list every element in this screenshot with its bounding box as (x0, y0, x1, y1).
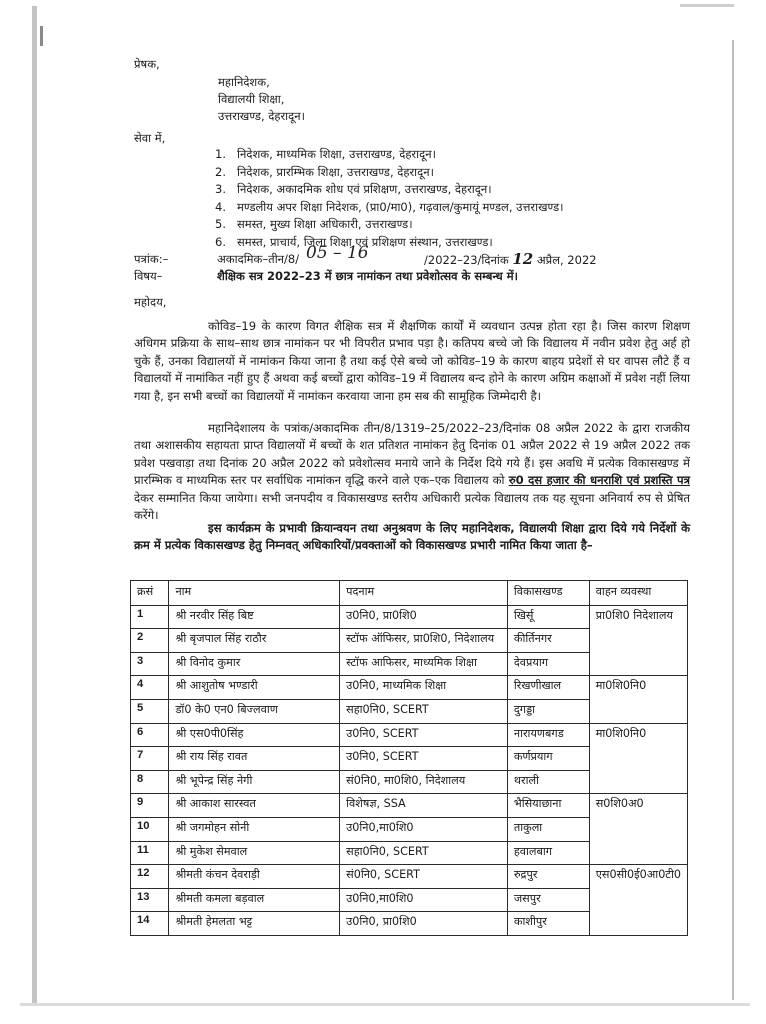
table-row: 6 श्री एस0पी0सिंह उ0नि0, SCERT नारायणबगड मा0शि0नि0 (131, 723, 688, 747)
table-row: 8 श्री भूपेन्द्र सिंह नेगी सं0नि0, मा0शि0, निदेशालय थराली (131, 770, 688, 794)
table-row: 5 डॉ0 के0 एन0 बिज्लवाण सहा0नि0, SCERT दुगड्डा (131, 699, 688, 723)
recipient-item: 3. निदेशक, अकादमिक शोध एवं प्रशिक्षण, उत्तराखण्ड, देहरादून। (215, 182, 492, 197)
vehicle-cell: एस0सी0ई0आ0टी0 (589, 865, 687, 936)
table-row: 14 श्रीमती हेमलता भट्ट उ0नि0, प्रा0शि0 काशीपुर (131, 912, 688, 936)
sender-address (218, 74, 305, 125)
reference-date: /2022–23/दिनांक 12 अप्रैल, 2022 (424, 250, 597, 268)
recipient-label: सेवा में, (134, 131, 166, 145)
table-row: 2 श्री बृजपाल सिंह राठौर स्टॉफ ऑफिसर, प्रा0शि0, निदेशालय कीर्तिनगर (131, 629, 688, 653)
table-row: 11 श्री मुकेश सेमवाल सहा0नि0, SCERT हवालबाग (131, 841, 688, 865)
sender-label: प्रेषक, (134, 57, 160, 71)
handwritten-reference-number: 05 – 16 (306, 243, 369, 263)
table-row: 10 श्री जगमोहन सोनी उ0नि0,मा0शि0 ताकुला (131, 817, 688, 841)
table-row: 1 श्री नरवीर सिंह बिष्ट उ0नि0, प्रा0शि0 खिर्सू प्रा0शि0 निदेशालय (131, 605, 688, 629)
table-row: 4 श्री आशुतोष भण्डारी उ0नि0, माध्यमिक शिक्षा रिखणीखाल मा0शि0नि0 (131, 676, 688, 700)
header-sno: क्रसं (131, 581, 169, 606)
header-block: विकासखण्ड (507, 581, 589, 606)
header-name: नाम (169, 581, 340, 606)
table-row: 9 श्री आकाश सारस्वत विशेषज्ञ, SSA भैसियाछाना स0शि0अ0 (131, 794, 688, 818)
recipient-item: 2. निदेशक, प्रारम्भिक शिक्षा, उत्तराखण्ड, देहरादून। (215, 164, 434, 179)
paragraph-nomination: इस कार्यक्रम के प्रभावी क्रियान्वयन तथा अनुश्रवण के लिए महानिदेशक, विद्यालयी शिक्षा द्वारा दिये गये निर्देशों के क्रम में प्रत्येक विकासखण्ड हेतु निम्नवत् अधिकारियों/प्रवक्ताओं को विकासखण्ड प्रभारी नामित किया जाता है– (134, 521, 690, 553)
paragraph-enrollment-fortnight: महानिदेशालय के पत्रांक/अकादमिक तीन/8/1319–25/2022–23/दिनांक 08 अप्रैल 2022 के द्वारा राजकीय तथा अशासकीय सहायता प्राप्त विद्यालयों में बच्चों के शत प्रतिशत नामांकन हेतु दिनांक 01 अप्रैल 2022 से 19 अप्रैल 2022 तक प्रवेश पखवाड़ा तथा दिनांक 20 अप्रैल 2022 को प्रवेशोत्सव मनाये जाने के निर्देश दिये गये हैं। इस अवधि में प्रत्येक विकासखण्ड में प्रारम्भिक व माध्यमिक स्तर पर सर्वाधिक नामांकन वृद्धि करने वाले एक–एक विद्यालय को रु0 दस हजार की धनराशि एवं प्रशस्ति पत्र देकर सम्मानित किया जायेगा। सभी जनपदीय व विकासखण्ड स्तरीय अधिकारी प्रत्येक विद्यालय तक यह सूचना अनिवार्य रुप से प्रेषित करेंगे। (134, 421, 690, 523)
reference-prefix: अकादमिक–तीन/8/ (217, 252, 300, 266)
sender-line: विद्यालयी शिक्षा, (218, 92, 285, 106)
reference-label: पत्रांक:– (134, 252, 169, 266)
subject-label: विषय– (134, 269, 163, 283)
salutation: महोदय, (134, 295, 167, 309)
subject-text: शैक्षिक सत्र 2022–23 में छात्र नामांकन तथा प्रवेशोत्सव के सम्बन्ध में। (217, 269, 518, 283)
award-text: रु0 दस हजार की धनराशि एवं प्रशस्ति पत्र (508, 473, 690, 488)
table-row: 3 श्री विनोद कुमार स्टॉफ आफिसर, माध्यमिक शिक्षा देवप्रयाग (131, 652, 688, 676)
recipient-item: 4. मण्डलीय अपर शिक्षा निदेशक, (प्रा0/मा0), गढ़वाल/कुमायूं मण्डल, उत्तराखण्ड। (215, 199, 564, 214)
vehicle-cell: मा0शि0नि0 (589, 723, 687, 794)
table-row: 7 श्री राय सिंह रावत उ0नि0, SCERT कर्णप्रयाग (131, 747, 688, 771)
recipient-item: 1. निदेशक, माध्यमिक शिक्षा, उत्तराखण्ड, देहरादून। (215, 147, 436, 161)
recipient-item: 6. समस्त, प्राचार्य, जिला शिक्षा एवं प्रशिक्षण संस्थान, उत्तराखण्ड। (215, 234, 493, 249)
table-row: 12 श्रीमती कंचन देवराड़ी सं0नि0, SCERT रुद्रपुर एस0सी0ई0आ0टी0 (131, 865, 688, 889)
header-vehicle: वाहन व्यवस्था (589, 581, 687, 606)
recipient-list (215, 146, 563, 252)
paragraph-covid: कोविड–19 के कारण विगत शैक्षिक सत्र में शैक्षणिक कार्यों में व्यवधान उत्पन्न होता रहा है। जिस कारण शिक्षण अधिगम प्रक्रिया के साथ–साथ छात्र नामांकन पर भी विपरीत प्रभाव पड़ा है। कतिपय बच्चे जो कि विद्यालय में नवीन प्रवेश हेतु अर्ह हो चुके हैं, उनका विद्यालयों में नामांकन किया जाना है तथा कई ऐसे बच्चे जो कोविड–19 के कारण बाहय प्रदेशों से घर वापस लौटे हैं व विद्यालयों में नामांकित नहीं हुए हैं अथवा कई बच्चों द्वारा कोविड–19 में विद्यालय बन्द होने के कारण अग्रिम कक्षाओं में प्रवेश नहीं लिया गया है, इन सभी बच्चों का विद्यालयों में नामांकन करवाया जाना हम सब की सामूहिक जिम्मेदारी है। (134, 319, 690, 403)
sender-line: महानिदेशक, (218, 75, 270, 89)
block-incharge-table (130, 580, 688, 936)
handwritten-day: 12 (512, 250, 534, 268)
table-row: 13 श्रीमती कमला बड़वाल उ0नि0,मा0शि0 जसपुर (131, 888, 688, 912)
sender-line: उत्तराखण्ड, देहरादून। (218, 109, 306, 123)
table-header-row (131, 581, 688, 606)
vehicle-cell: स0शि0अ0 (589, 794, 687, 865)
recipient-item: 5. समस्त, मुख्य शिक्षा अधिकारी, उत्तराखण्ड। (215, 217, 413, 232)
vehicle-cell: मा0शि0नि0 (589, 676, 687, 723)
vehicle-cell: प्रा0शि0 निदेशालय (589, 605, 687, 676)
header-designation: पदनाम (340, 581, 508, 606)
